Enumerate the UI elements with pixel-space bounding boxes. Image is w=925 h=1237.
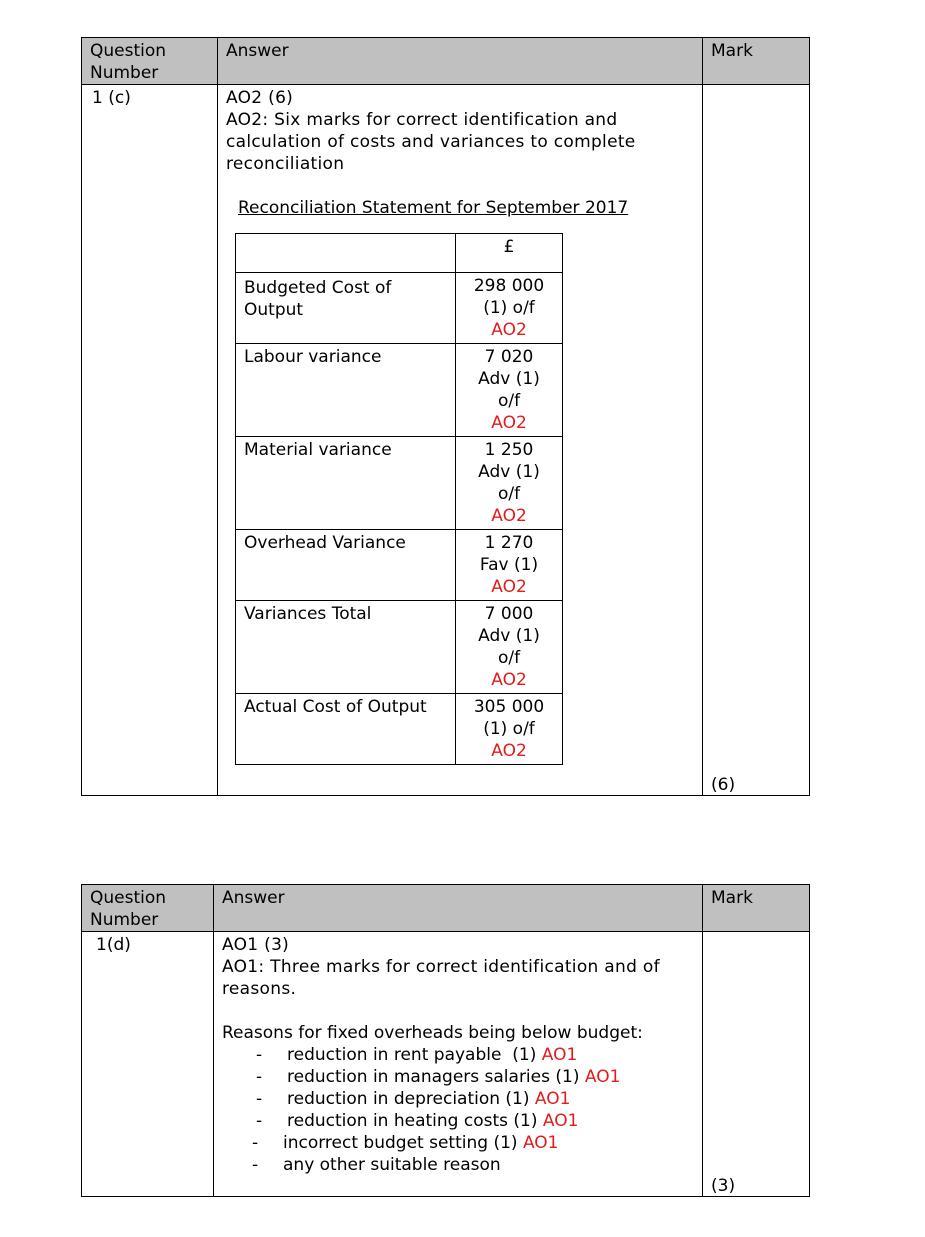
- mark-header: Mark: [703, 885, 810, 932]
- recon-row-label: Labour variance: [236, 344, 456, 437]
- recon-row-value: [456, 273, 563, 344]
- reason-item: [252, 1154, 694, 1176]
- currency-header: £: [456, 234, 563, 273]
- recon-row-label: Material variance: [236, 437, 456, 530]
- recon-value-line: Adv (1): [478, 369, 540, 389]
- recon-value-line: Adv (1): [478, 626, 540, 646]
- ao-line: AO2 (6): [226, 88, 294, 108]
- recon-row-label: Budgeted Cost of Output: [236, 273, 456, 344]
- reasons-intro: Reasons for fixed overheads being below budget:: [222, 1023, 643, 1043]
- assessment-objective-tag: AO2: [491, 670, 527, 690]
- mark-header: Mark: [703, 38, 810, 85]
- reconciliation-title: Reconciliation Statement for September 2017: [238, 198, 629, 218]
- reasons-list: [222, 1044, 694, 1176]
- question-number-header: Question Number: [82, 38, 218, 85]
- ao-line: AO1 (3): [222, 935, 290, 955]
- recon-row: [236, 694, 563, 765]
- recon-value-line: 7 020: [484, 347, 534, 367]
- question-row: [82, 85, 810, 796]
- recon-row-label: Actual Cost of Output: [236, 694, 456, 765]
- assessment-objective-tag: AO1: [584, 1067, 621, 1087]
- assessment-objective-tag: AO1: [541, 1045, 578, 1065]
- assessment-objective-tag: AO2: [491, 320, 527, 340]
- recon-value-line: 7 000: [484, 604, 534, 624]
- reason-item: [256, 1110, 694, 1132]
- answer-cell: [218, 85, 703, 796]
- recon-row: [236, 437, 563, 530]
- recon-row: [236, 344, 563, 437]
- recon-value-line: (1) o/f: [483, 719, 535, 739]
- recon-value-line: 1 250: [484, 440, 534, 460]
- assessment-objective-tag: AO1: [522, 1133, 559, 1153]
- question-number: 1 (c): [92, 88, 131, 108]
- reconciliation-table: [235, 233, 563, 765]
- recon-blank-header: [236, 234, 456, 273]
- assessment-objective-tag: AO1: [542, 1111, 579, 1131]
- recon-row-value: [456, 601, 563, 694]
- reason-text: reduction in heating costs (1): [287, 1111, 543, 1131]
- mark-scheme-table-1c: [81, 37, 810, 796]
- table-header-row: [82, 885, 810, 932]
- recon-row: [236, 601, 563, 694]
- recon-row: [236, 530, 563, 601]
- assessment-objective-tag: AO2: [491, 577, 527, 597]
- recon-row-value: [456, 344, 563, 437]
- recon-row-label: Variances Total: [236, 601, 456, 694]
- reason-item: [256, 1088, 694, 1110]
- reason-text: incorrect budget setting (1): [283, 1133, 523, 1153]
- recon-row-label: Overhead Variance: [236, 530, 456, 601]
- question-row: [82, 932, 810, 1197]
- recon-value-line: (1) o/f: [483, 298, 535, 318]
- recon-header-row: [236, 234, 563, 273]
- reason-item: [256, 1044, 694, 1066]
- reason-text: any other suitable reason: [283, 1155, 501, 1175]
- recon-value-line: Adv (1): [478, 462, 540, 482]
- recon-value-line: 305 000: [473, 697, 545, 717]
- question-number: 1(d): [96, 935, 131, 955]
- mark-value: (3): [711, 1176, 736, 1196]
- answer-header: Answer: [218, 38, 703, 85]
- assessment-objective-tag: AO2: [491, 413, 527, 433]
- recon-value-line: o/f: [497, 391, 521, 411]
- table-header-row: [82, 38, 810, 85]
- answer-cell: [214, 932, 703, 1197]
- reason-text: reduction in rent payable (1): [287, 1045, 542, 1065]
- mark-value: (6): [711, 775, 736, 795]
- reason-item: [256, 1066, 694, 1088]
- reason-item: [252, 1132, 694, 1154]
- recon-row-value: [456, 694, 563, 765]
- recon-value-line: 1 270: [484, 533, 534, 553]
- reason-text: reduction in managers salaries (1): [287, 1067, 585, 1087]
- mark-scheme-table-1d: [81, 884, 810, 1197]
- mark-cell: [703, 932, 810, 1197]
- recon-row: [236, 273, 563, 344]
- assessment-objective-tag: AO2: [491, 741, 527, 761]
- answer-header: Answer: [214, 885, 703, 932]
- recon-value-line: o/f: [497, 648, 521, 668]
- recon-value-line: 298 000: [473, 276, 545, 296]
- assessment-objective-tag: AO2: [491, 506, 527, 526]
- answer-description: AO1: Three marks for correct identification and of reasons.: [222, 957, 660, 999]
- answer-description: AO2: Six marks for correct identification and calculation of costs and variances to complete reconciliation: [226, 110, 636, 174]
- recon-row-value: [456, 530, 563, 601]
- recon-value-line: Fav (1): [479, 555, 539, 575]
- recon-row-value: [456, 437, 563, 530]
- assessment-objective-tag: AO1: [534, 1089, 571, 1109]
- recon-value-line: o/f: [497, 484, 521, 504]
- reason-text: reduction in depreciation (1): [287, 1089, 535, 1109]
- mark-cell: [703, 85, 810, 796]
- question-number-header: Question Number: [82, 885, 214, 932]
